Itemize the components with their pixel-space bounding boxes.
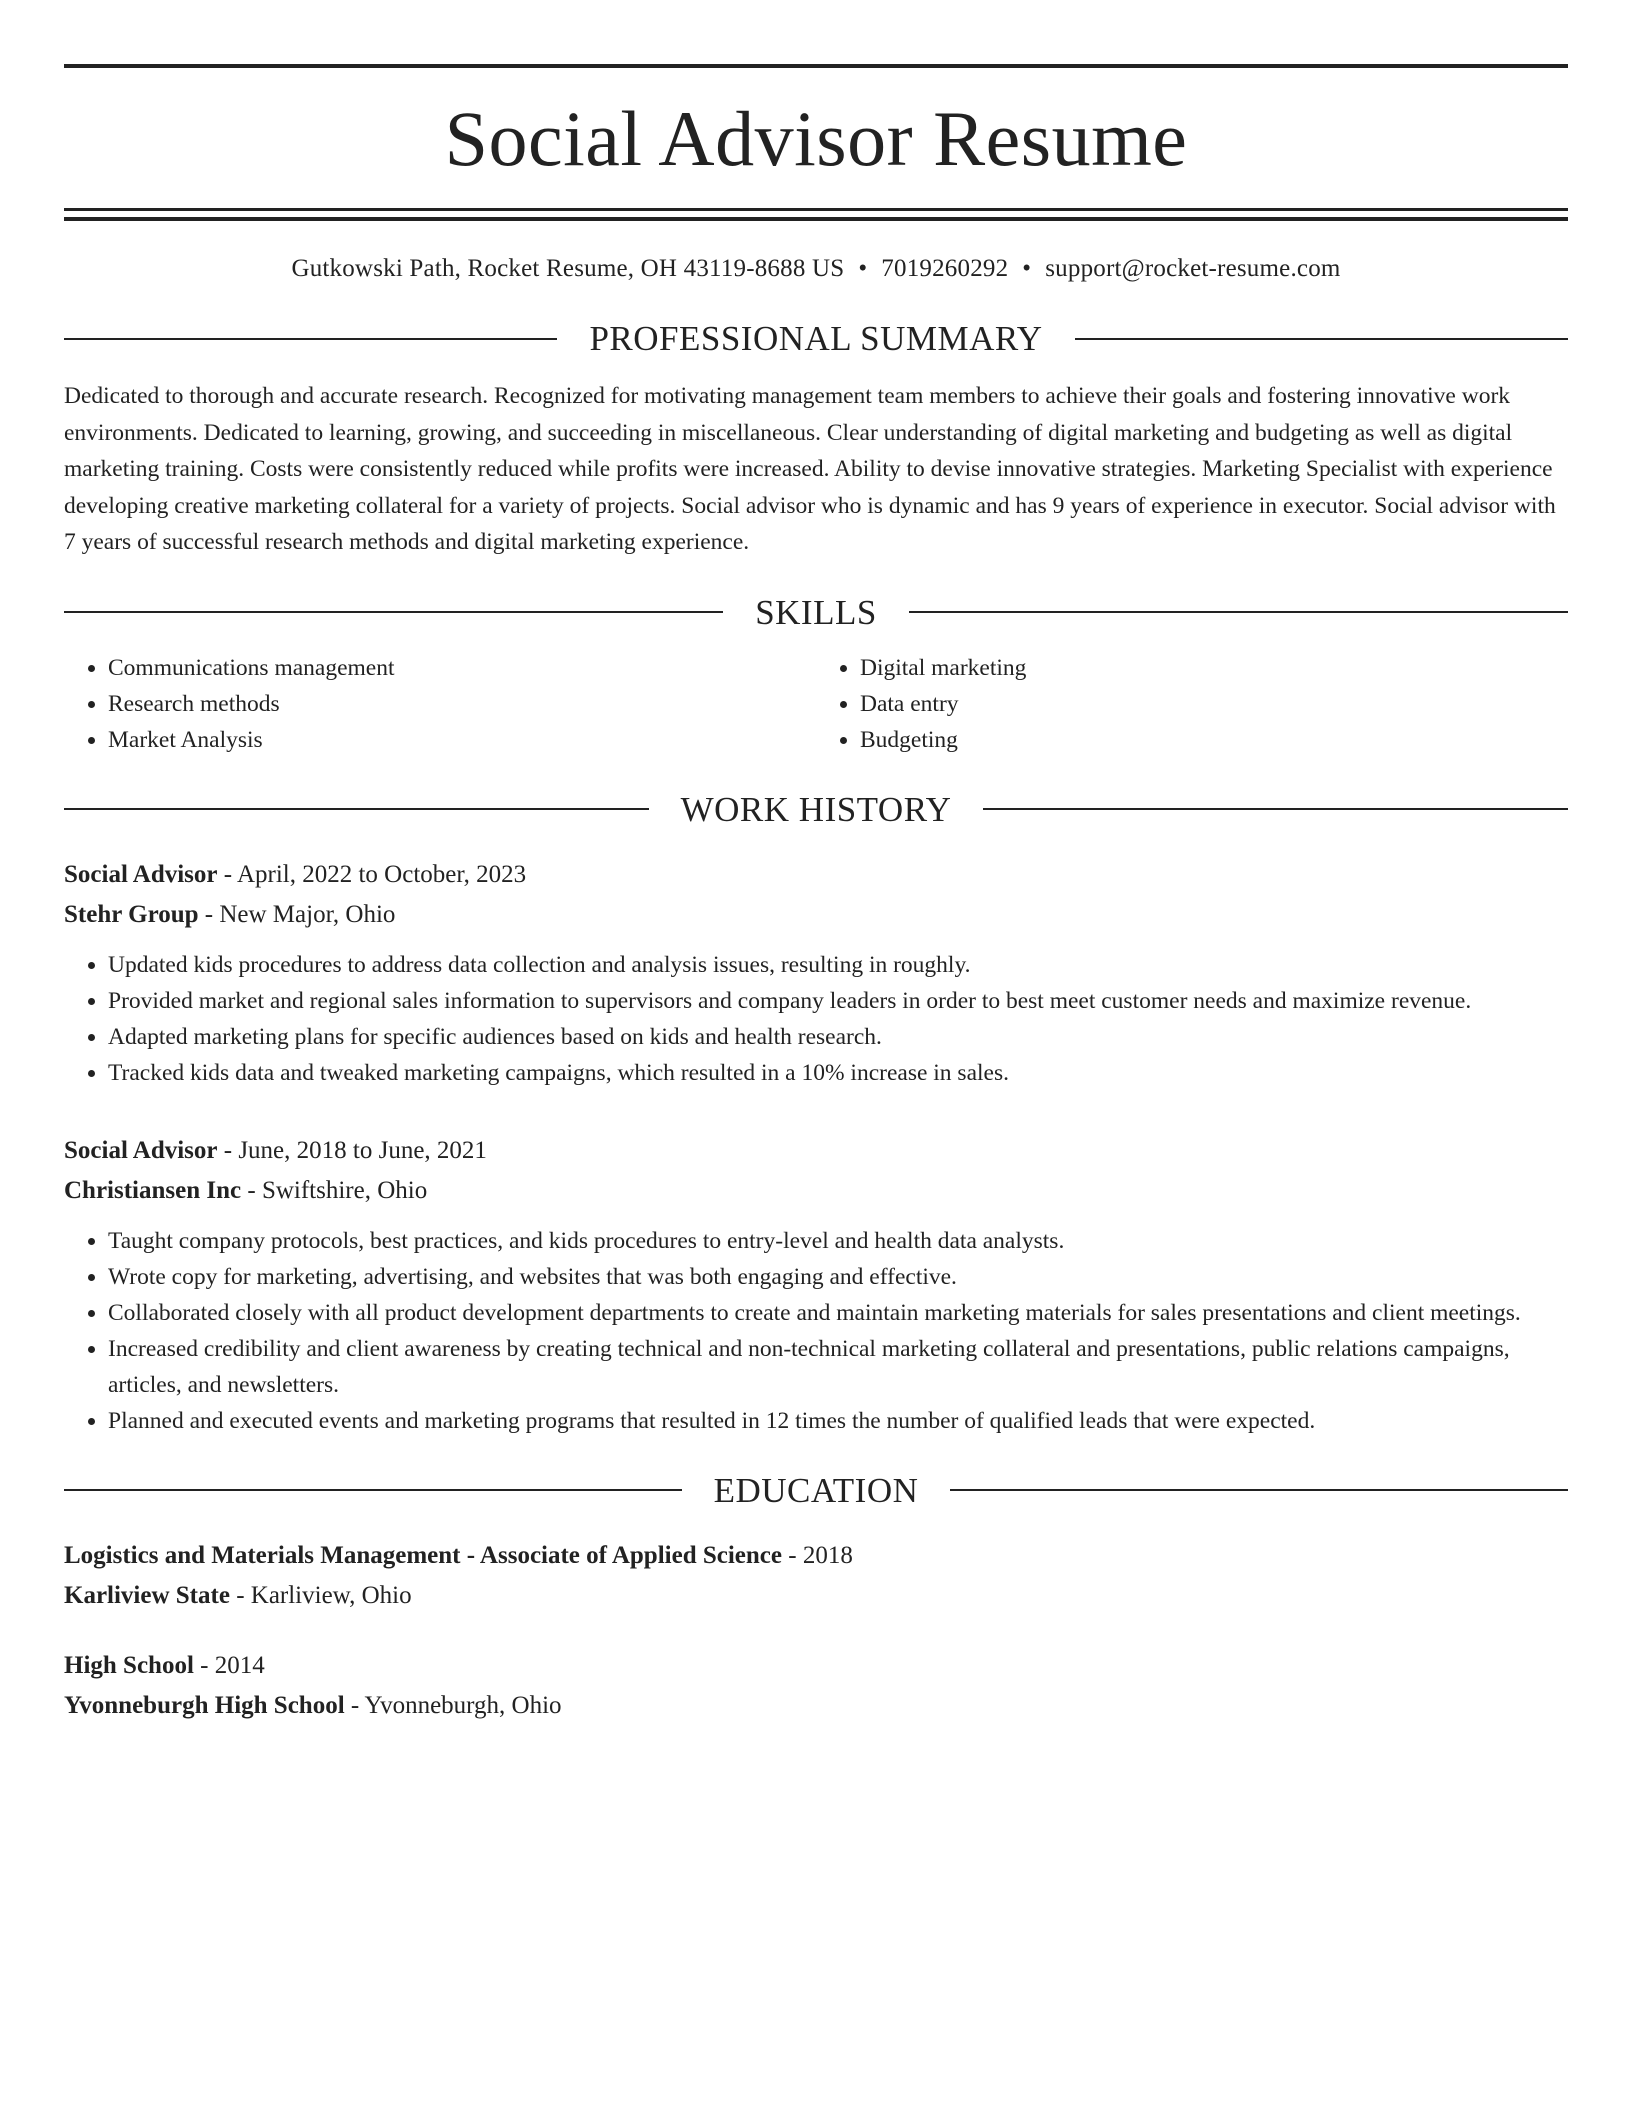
heading-rule xyxy=(64,808,649,810)
job-bullet: • Updated kids procedures to address data collection and analysis issues, resulting in roughly. xyxy=(108,947,1568,983)
job-bullet: • Planned and executed events and marketing programs that resulted in 12 times the number of qualified leads that were expected. xyxy=(108,1403,1568,1439)
job-bullet: • Adapted marketing plans for specific audiences based on kids and health research. xyxy=(108,1019,1568,1055)
education-year: - 2018 xyxy=(782,1541,853,1569)
section-title: SKILLS xyxy=(755,592,877,632)
job-bullet: • Collaborated closely with all product development departments to create and maintain marketing materials for sales presentations and client meetings. xyxy=(108,1295,1568,1331)
job-company-line xyxy=(64,1171,1568,1211)
education-entry xyxy=(64,1646,1568,1726)
job-bullet: • Tracked kids data and tweaked marketing campaigns, which resulted in a 10% increase in sales. xyxy=(108,1055,1568,1091)
section-title: EDUCATION xyxy=(713,1470,919,1510)
job-role: Social Advisor xyxy=(64,1136,218,1164)
skill-item: • Research methods xyxy=(108,686,816,722)
contact-address: Gutkowski Path, Rocket Resume, OH 43119-8688 US xyxy=(291,255,845,282)
job-title-line xyxy=(64,855,1568,895)
education-year: - 2014 xyxy=(193,1651,265,1679)
top-rule xyxy=(64,64,1568,68)
job-bullets xyxy=(64,947,1568,1091)
heading-rule xyxy=(909,611,1568,613)
education-school: Yvonneburgh High School xyxy=(64,1691,345,1719)
job-location: - New Major, Ohio xyxy=(198,900,396,928)
skills-list xyxy=(64,650,1568,758)
skill-item: • Digital marketing xyxy=(860,650,1568,686)
education-school-line xyxy=(64,1686,1568,1726)
section-heading-education xyxy=(64,1470,1568,1510)
job-company-line xyxy=(64,895,1568,935)
contact-separator: • xyxy=(858,255,868,282)
section-heading-work xyxy=(64,789,1568,829)
contact-email: support@rocket-resume.com xyxy=(1045,255,1341,282)
skill-item: • Communications management xyxy=(108,650,816,686)
resume-title: Social Advisor Resume xyxy=(444,95,1188,182)
job-bullets xyxy=(64,1223,1568,1439)
heading-rule xyxy=(1075,338,1568,340)
heading-rule xyxy=(64,1489,682,1491)
resume-page xyxy=(64,64,1568,1726)
contact-line xyxy=(64,255,1568,283)
job-entry xyxy=(64,1131,1568,1439)
job-company: Stehr Group xyxy=(64,900,199,928)
job-location: - Swiftshire, Ohio xyxy=(241,1176,428,1204)
education-school: Karliview State xyxy=(64,1581,230,1609)
title-double-rule xyxy=(64,208,1568,221)
contact-phone: 7019260292 xyxy=(881,255,1009,282)
skill-item: • Market Analysis xyxy=(108,722,816,758)
heading-rule xyxy=(983,808,1568,810)
education-location: - Yvonneburgh, Ohio xyxy=(344,1691,562,1719)
summary-text: Dedicated to thorough and accurate research. Recognized for motivating management team members to achieve their goals and fostering innovative work environments. Dedicated to learning, growing, and succeeding in miscellaneous. Clear understanding of digital marketing and budgeting as well as digital marketing training. Costs were consistently reduced while profits were increased. Ability to devise innovative strategies. Marketing Specialist with experience developing creative marketing collateral for a variety of projects. Social advisor who is dynamic and has 9 years of experience in executor. Social advisor with 7 years of successful research methods and digital marketing experience. xyxy=(64,383,1556,555)
section-title: WORK HISTORY xyxy=(680,789,952,829)
skill-item: • Budgeting xyxy=(860,722,1568,758)
section-heading-summary xyxy=(64,321,1568,356)
education-location: - Karliview, Ohio xyxy=(229,1581,412,1609)
section-heading-skills xyxy=(64,592,1568,632)
job-title-line xyxy=(64,1131,1568,1171)
job-bullet: • Provided market and regional sales information to supervisors and company leaders in order to best meet customer needs and maximize revenue. xyxy=(108,983,1568,1019)
education-degree-line xyxy=(64,1646,1568,1686)
section-title: PROFESSIONAL SUMMARY xyxy=(589,319,1043,358)
job-entry xyxy=(64,855,1568,1091)
job-bullet: • Wrote copy for marketing, advertising, and websites that was both engaging and effective. xyxy=(108,1259,1568,1295)
heading-rule xyxy=(64,611,723,613)
job-bullet: • Taught company protocols, best practices, and kids procedures to entry-level and health data analysts. xyxy=(108,1223,1568,1259)
education-school-line xyxy=(64,1576,1568,1616)
skills-column-left xyxy=(64,650,816,758)
job-bullet: • Increased credibility and client awareness by creating technical and non-technical marketing collateral and presentations, public relations campaigns, articles, and newsletters. xyxy=(108,1331,1568,1403)
job-role: Social Advisor xyxy=(64,860,218,888)
skill-item: • Data entry xyxy=(860,686,1568,722)
job-dates: - April, 2022 to October, 2023 xyxy=(217,860,527,888)
education-degree: High School xyxy=(64,1651,194,1679)
education-degree-line xyxy=(64,1536,1568,1576)
job-company: Christiansen Inc xyxy=(64,1176,242,1204)
education-entry xyxy=(64,1536,1568,1616)
skills-column-right xyxy=(816,650,1568,758)
job-dates: - June, 2018 to June, 2021 xyxy=(217,1136,487,1164)
heading-rule xyxy=(64,338,557,340)
contact-separator: • xyxy=(1022,255,1032,282)
education-degree: Logistics and Materials Management - Associate of Applied Science xyxy=(64,1541,782,1569)
heading-rule xyxy=(950,1489,1568,1491)
